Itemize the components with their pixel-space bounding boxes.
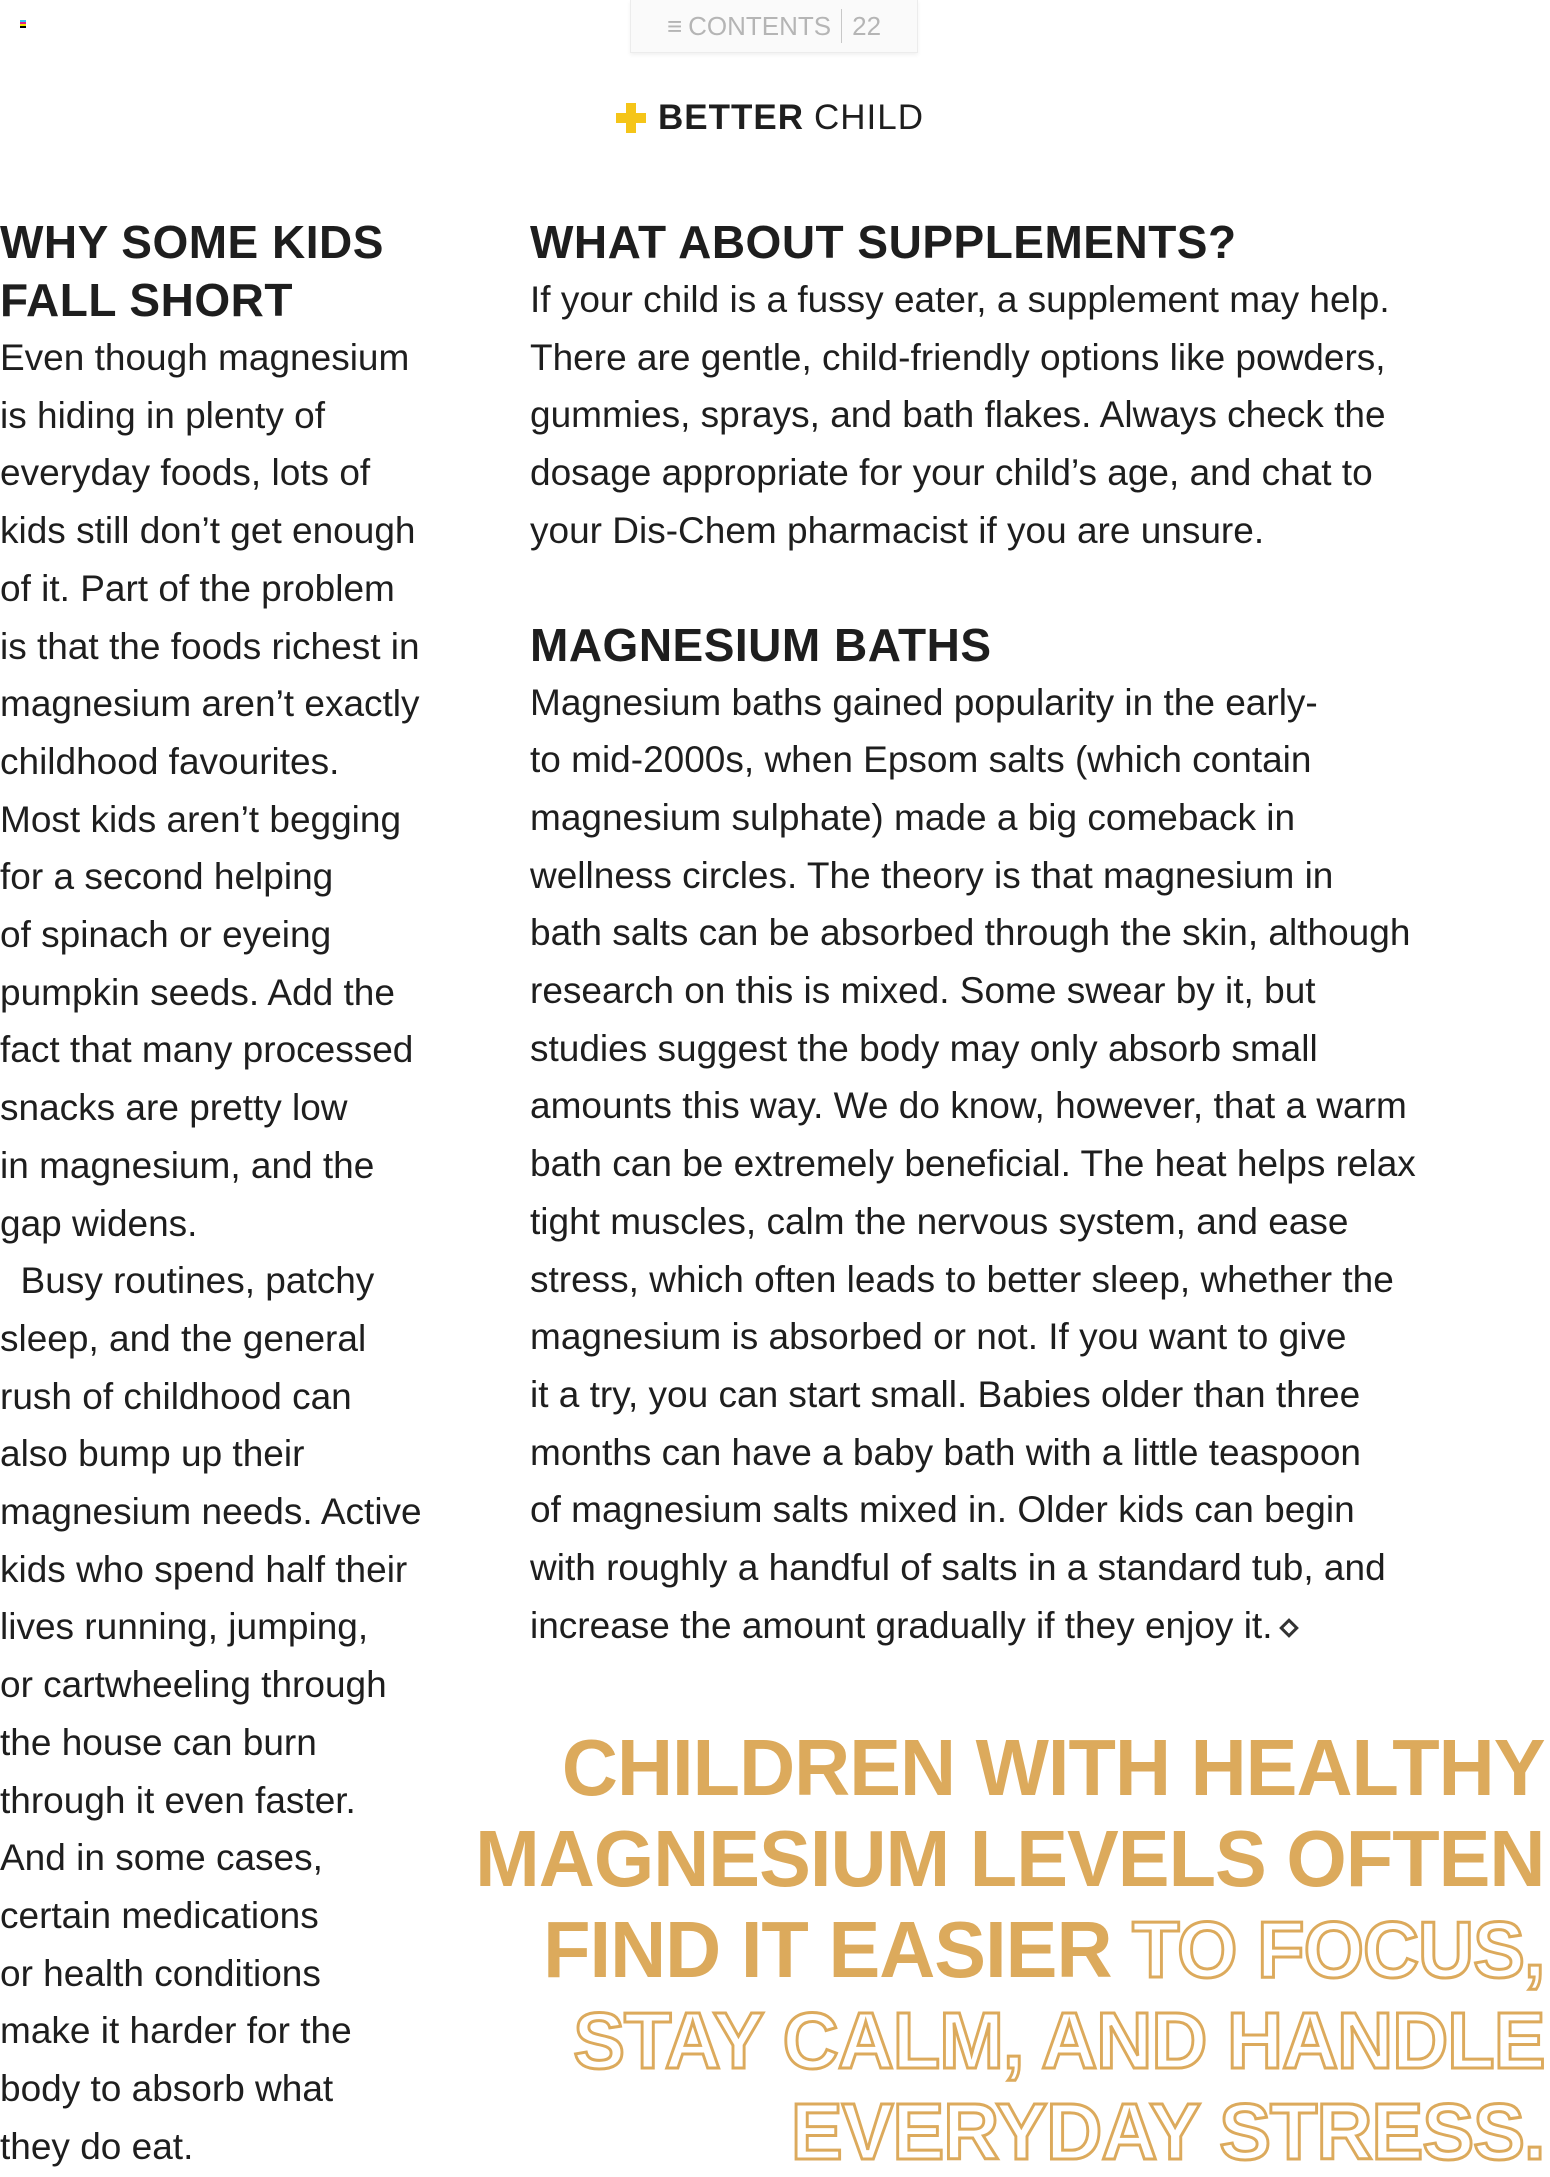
text-line: kids who spend half their bbox=[0, 1548, 408, 1590]
text-line: of it. Part of the problem bbox=[0, 567, 395, 609]
quote-line: MAGNESIUM LEVELS OFTEN bbox=[474, 1814, 1544, 1903]
text-line: studies suggest the body may only absorb small bbox=[530, 1027, 1318, 1069]
text-line: dosage appropriate for your child’s age, and chat to bbox=[530, 452, 1373, 494]
baths-body bbox=[530, 674, 1416, 1655]
left-column bbox=[0, 213, 422, 2176]
text-line: Magnesium baths gained popularity in the early- bbox=[530, 681, 1318, 723]
text-line: Busy routines, patchy bbox=[0, 1260, 375, 1302]
left-body bbox=[0, 329, 422, 2176]
text-line: Even though magnesium bbox=[0, 337, 410, 378]
brand-light: CHILD bbox=[814, 98, 925, 137]
text-line: Most kids aren’t begging bbox=[0, 798, 402, 840]
text-line: stress, which often leads to better sleep, whether the bbox=[530, 1258, 1394, 1300]
quote-outline: TO FOCUS, bbox=[1131, 1905, 1544, 1994]
text-line: to mid-2000s, when Epsom salts (which contain bbox=[530, 739, 1312, 781]
heading-line: WHY SOME KIDS bbox=[0, 216, 384, 268]
text-line: gummies, sprays, and bath flakes. Always check the bbox=[530, 394, 1386, 436]
text-line: magnesium needs. Active bbox=[0, 1491, 422, 1533]
text-line: of spinach or eyeing bbox=[0, 914, 332, 956]
text-line: fact that many processed bbox=[0, 1029, 414, 1071]
text-line: is hiding in plenty of bbox=[0, 394, 325, 436]
text-line: with roughly a handful of salts in a standard tub, and bbox=[530, 1547, 1386, 1589]
text-line: snacks are pretty low bbox=[0, 1087, 348, 1129]
text-line: through it even faster. bbox=[0, 1779, 356, 1821]
quote-solid: FIND IT EASIER bbox=[542, 1905, 1112, 1994]
text-line: your Dis-Chem pharmacist if you are unsure. bbox=[530, 509, 1265, 551]
page-number: 22 bbox=[852, 10, 882, 41]
text-line: everyday foods, lots of bbox=[0, 452, 371, 494]
text-line: bath salts can be absorbed through the skin, although bbox=[530, 912, 1411, 954]
supplements-body bbox=[530, 271, 1416, 560]
brand-bold: BETTER bbox=[658, 98, 804, 137]
pull-quote bbox=[442, 1722, 1545, 2177]
heading-line: FALL SHORT bbox=[0, 274, 293, 326]
text-line: in magnesium, and the bbox=[0, 1144, 375, 1186]
text-line: make it harder for the bbox=[0, 2010, 352, 2052]
text-line: also bump up their bbox=[0, 1433, 305, 1475]
contents-label: CONTENTS bbox=[688, 10, 832, 41]
text-line: or cartwheeling through bbox=[0, 1664, 387, 1706]
text-line: it a try, you can start small. Babies older than three bbox=[530, 1373, 1361, 1415]
contents-button[interactable] bbox=[630, 0, 918, 53]
text-line: body to absorb what bbox=[0, 2068, 334, 2110]
text-line: magnesium is absorbed or not. If you want to give bbox=[530, 1316, 1347, 1358]
divider bbox=[841, 9, 842, 43]
text-line: increase the amount gradually if they enjoy it. bbox=[530, 1604, 1273, 1646]
text-line: magnesium aren’t exactly bbox=[0, 683, 420, 725]
quote-line: STAY CALM, AND HANDLE bbox=[572, 1996, 1544, 2085]
text-line: bath can be extremely beneficial. The heat helps relax bbox=[530, 1143, 1416, 1185]
text-line: And in some cases, bbox=[0, 1837, 323, 1879]
plus-icon bbox=[616, 103, 646, 133]
text-line: If your child is a fussy eater, a supplement may help. bbox=[530, 279, 1390, 320]
text-line: wellness circles. The theory is that magnesium in bbox=[530, 854, 1334, 896]
baths-heading: MAGNESIUM BATHS bbox=[530, 618, 992, 671]
text-line: research on this is mixed. Some swear by it, but bbox=[530, 970, 1316, 1012]
print-color-marks bbox=[20, 20, 26, 28]
text-line: lives running, jumping, bbox=[0, 1606, 369, 1648]
menu-icon: ≡ bbox=[666, 10, 683, 41]
supplements-heading: WHAT ABOUT SUPPLEMENTS? bbox=[530, 216, 1237, 268]
text-line: rush of childhood can bbox=[0, 1375, 352, 1417]
text-line: amounts this way. We do know, however, that a warm bbox=[530, 1085, 1407, 1127]
text-line: they do eat. bbox=[0, 2125, 194, 2167]
quote-line bbox=[475, 1904, 1544, 1995]
text-line: of magnesium salts mixed in. Older kids can begin bbox=[530, 1489, 1355, 1531]
text-line: for a second helping bbox=[0, 856, 334, 898]
text-line: gap widens. bbox=[0, 1202, 198, 1244]
quote-line: CHILDREN WITH HEALTHY bbox=[561, 1723, 1544, 1812]
text-line: sleep, and the general bbox=[0, 1317, 367, 1359]
text-line: the house can burn bbox=[0, 1721, 317, 1763]
text-line: certain medications bbox=[0, 1894, 319, 1936]
text-line: months can have a baby bath with a little teaspoon bbox=[530, 1431, 1361, 1473]
text-line: kids still don’t get enough bbox=[0, 510, 416, 552]
section-brand bbox=[616, 96, 924, 140]
quote-line: EVERYDAY STRESS. bbox=[790, 2087, 1544, 2176]
text-line: pumpkin seeds. Add the bbox=[0, 971, 395, 1013]
text-line: There are gentle, child-friendly options like powders, bbox=[530, 336, 1386, 378]
text-line: magnesium sulphate) made a big comeback in bbox=[530, 796, 1296, 838]
text-line: childhood favourites. bbox=[0, 740, 340, 782]
text-line: or health conditions bbox=[0, 1952, 321, 1994]
text-line: is that the foods richest in bbox=[0, 625, 420, 667]
left-heading bbox=[0, 213, 422, 329]
text-line: tight muscles, calm the nervous system, and ease bbox=[530, 1200, 1349, 1242]
right-column bbox=[530, 213, 1416, 1654]
end-mark-icon bbox=[1280, 1618, 1300, 1638]
